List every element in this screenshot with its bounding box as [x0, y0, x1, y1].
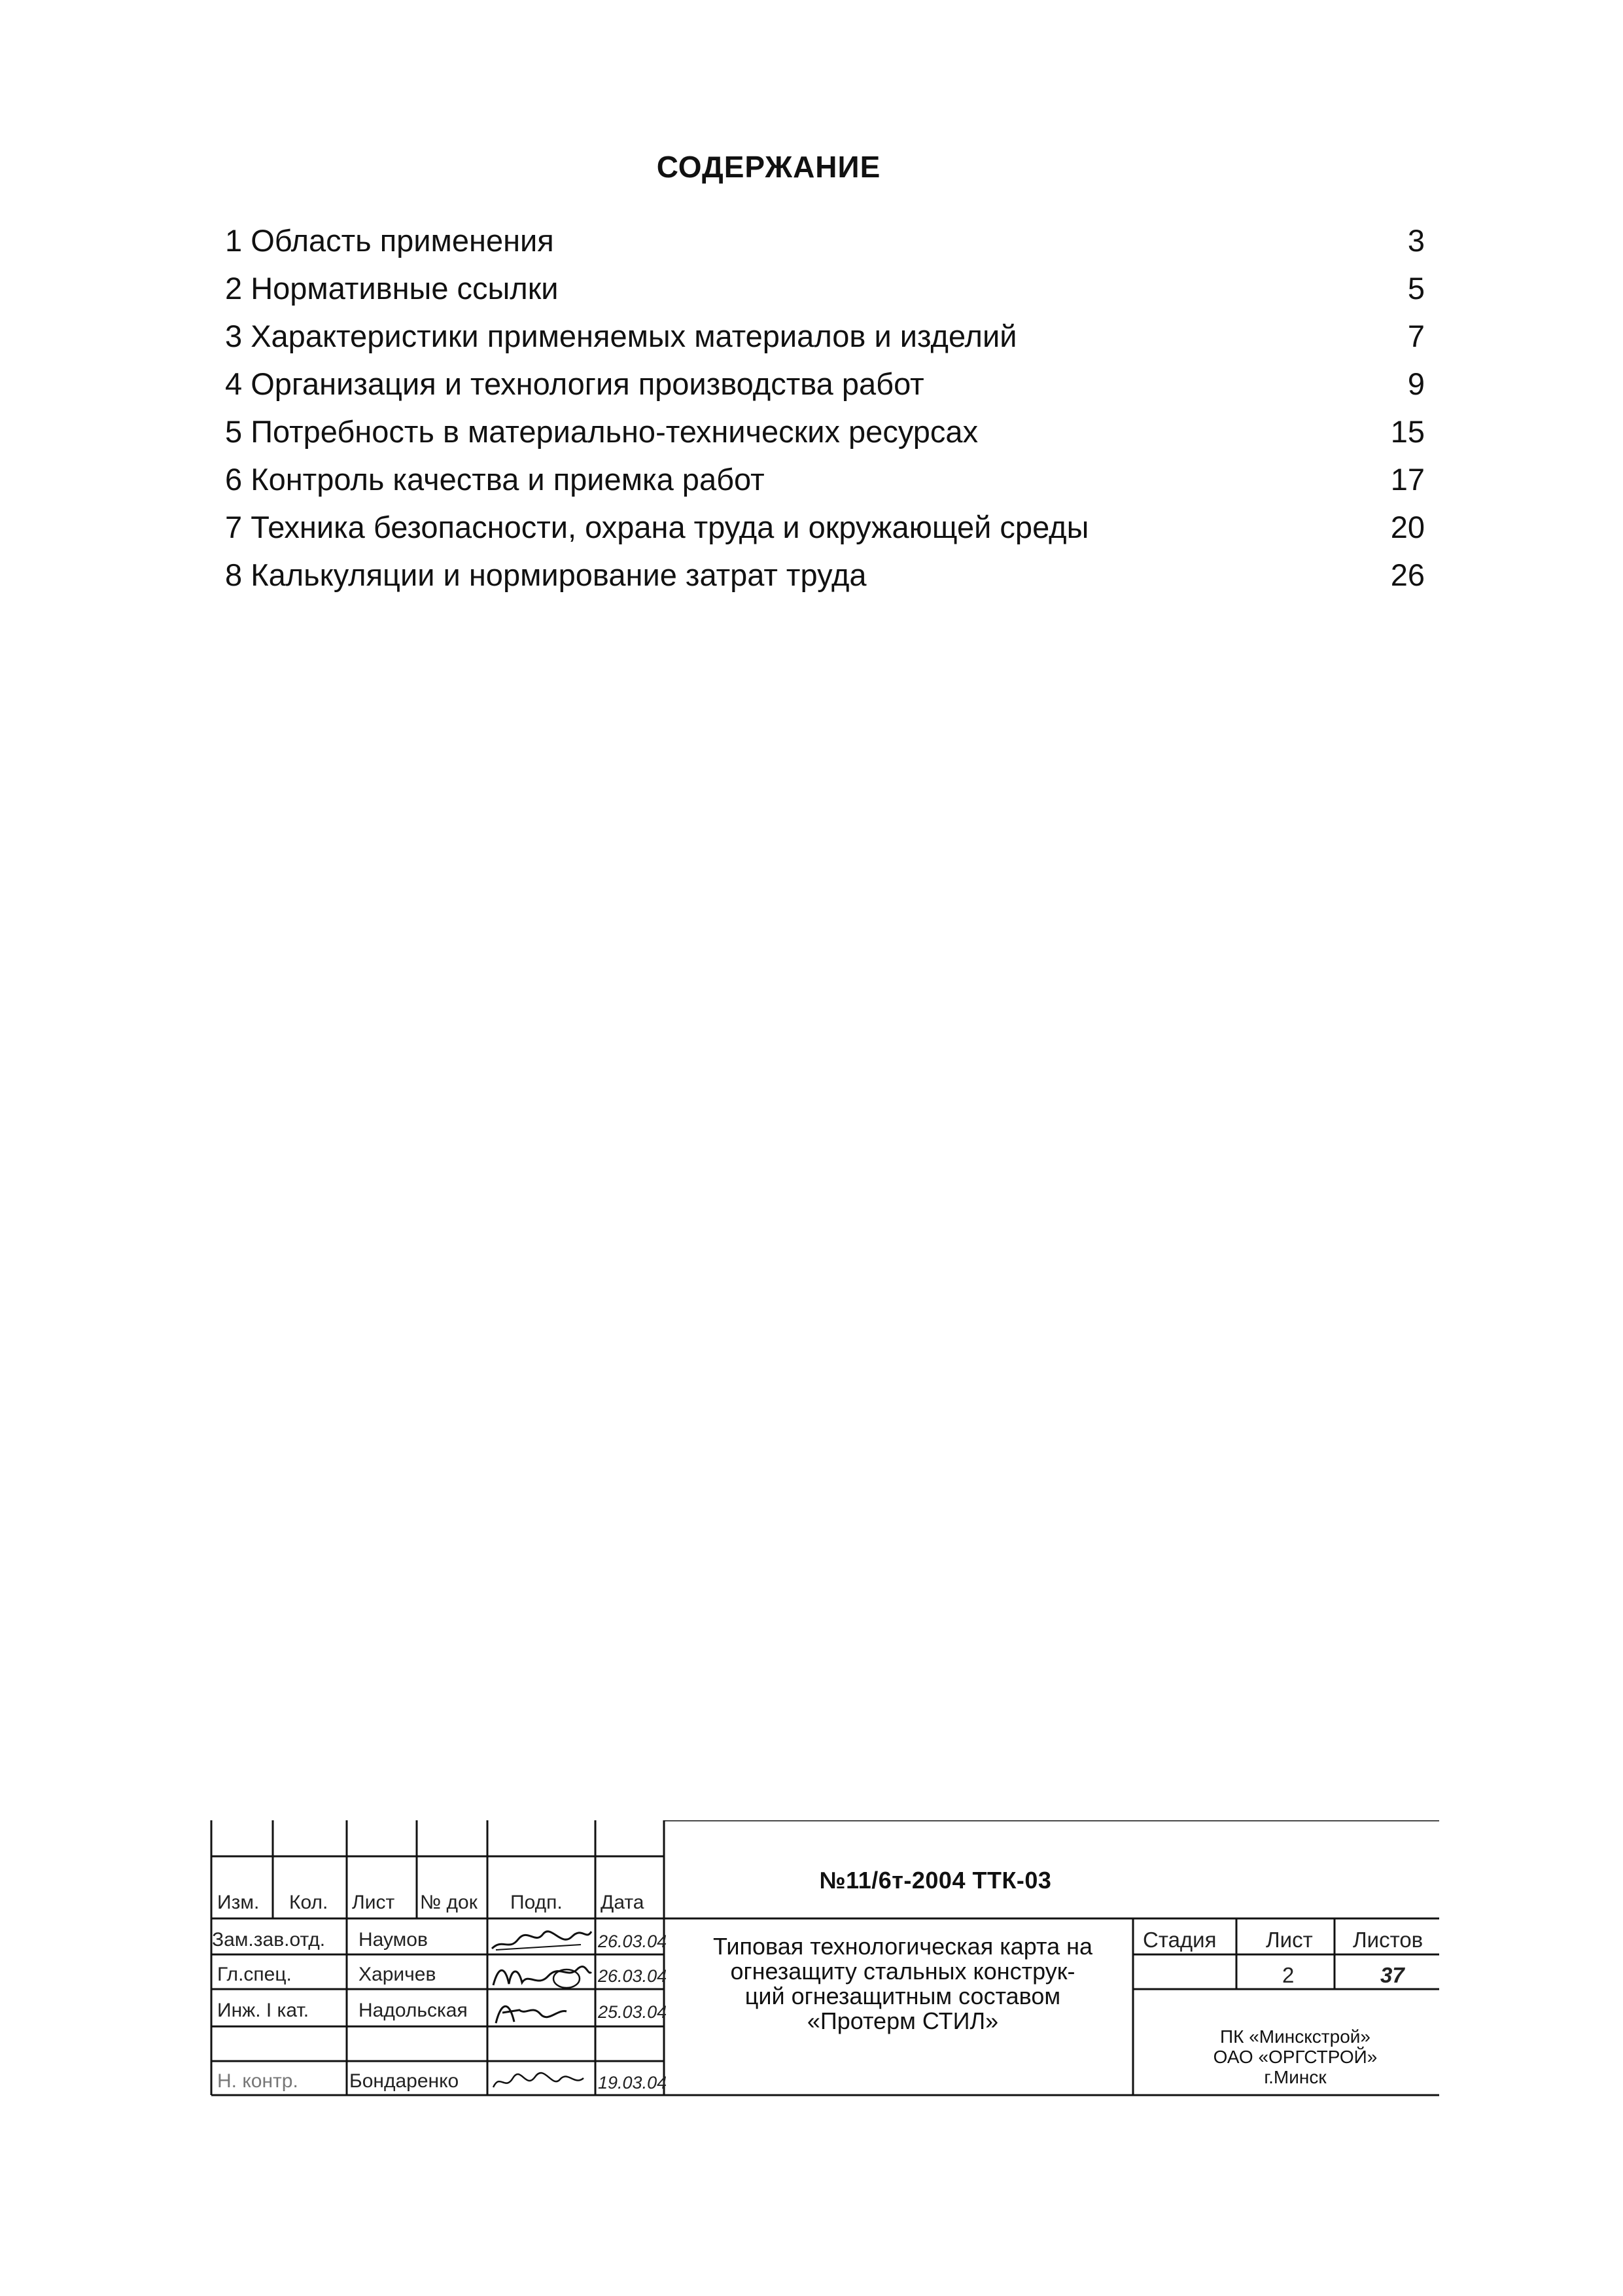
sheets-label: Листов	[1353, 1928, 1423, 1952]
sheet-label: Лист	[1266, 1928, 1313, 1952]
toc-item-text: 7 Техника безопасности, охрана труда и окружающей среды	[225, 510, 1089, 544]
toc-item-text: 1 Область применения	[225, 223, 554, 258]
toc-item	[225, 366, 1425, 412]
signature-image	[489, 1996, 594, 2028]
toc-item-page: 17	[1390, 462, 1425, 497]
person-date: 26.03.04	[598, 1932, 667, 1951]
toc-title: СОДЕРЖАНИЕ	[656, 150, 881, 184]
toc-item-page: 3	[1407, 223, 1425, 258]
sheet-value: 2	[1282, 1963, 1295, 1987]
person-name: Бондаренко	[349, 2070, 459, 2092]
organization-block	[1151, 2026, 1439, 2087]
organization-line: г.Минск	[1264, 2067, 1327, 2087]
person-date: 25.03.04	[598, 2002, 667, 2022]
toc-item-page: 26	[1390, 557, 1425, 592]
toc-item	[225, 414, 1425, 459]
document-description	[667, 1934, 1138, 2034]
header-ndok: № док	[420, 1892, 478, 1913]
toc-item-page: 5	[1407, 271, 1425, 306]
toc-item-text: 3 Характеристики применяемых материалов и изделий	[225, 319, 1017, 353]
person-role: Зам.зав.отд.	[212, 1929, 326, 1951]
person-name: Наумов	[358, 1929, 428, 1951]
description-line: ций огнезащитным составом	[744, 1983, 1061, 2009]
toc-item-page: 9	[1407, 366, 1425, 401]
organization-line: ОАО «ОРГСТРОЙ»	[1213, 2047, 1378, 2067]
toc-item-page: 20	[1390, 510, 1425, 544]
person-date: 26.03.04	[598, 1966, 667, 1986]
sheets-value: 37	[1380, 1963, 1405, 1987]
person-name: Надольская	[358, 2000, 468, 2021]
toc-item-text: 5 Потребность в материально-технических ресурсах	[225, 414, 979, 449]
header-data: Дата	[601, 1892, 644, 1913]
header-podp: Подп.	[510, 1892, 563, 1913]
header-izm: Изм.	[217, 1892, 260, 1913]
toc-item	[225, 318, 1425, 364]
description-line: «Протерм СТИЛ»	[807, 2007, 999, 2034]
toc-item-text: 4 Организация и технология производства работ	[225, 366, 924, 401]
person-role: Н. контр.	[217, 2070, 298, 2092]
toc-item-text: 8 Калькуляции и нормирование затрат труда	[225, 557, 867, 592]
stage-label: Стадия	[1143, 1928, 1217, 1952]
person-date: 19.03.04	[598, 2073, 667, 2093]
description-line: огнезащиту стальных конструк-	[730, 1958, 1075, 1985]
toc-item-page: 7	[1407, 319, 1425, 353]
toc-item	[225, 270, 1425, 316]
person-name: Харичев	[358, 1964, 436, 1985]
toc-item	[225, 557, 1425, 603]
toc-item	[225, 509, 1425, 555]
toc-item-text: 6 Контроль качества и приемка работ	[225, 462, 765, 497]
toc-item-page: 15	[1390, 414, 1425, 449]
signature-image	[489, 2068, 594, 2098]
toc-item-text: 2 Нормативные ссылки	[225, 271, 559, 306]
signature-image	[489, 1925, 594, 1958]
person-role: Гл.спец.	[217, 1964, 292, 1985]
organization-line: ПК «Минскстрой»	[1220, 2026, 1370, 2047]
header-kol: Кол.	[289, 1892, 328, 1913]
document-code: №11/6т-2004 ТТК-03	[819, 1867, 1052, 1894]
toc-item	[225, 222, 1425, 268]
person-role: Инж. I кат.	[217, 2000, 309, 2021]
signature-image	[489, 1959, 594, 1996]
header-list: Лист	[352, 1892, 395, 1913]
description-line: Типовая технологическая карта на	[712, 1933, 1092, 1960]
toc-item	[225, 461, 1425, 507]
